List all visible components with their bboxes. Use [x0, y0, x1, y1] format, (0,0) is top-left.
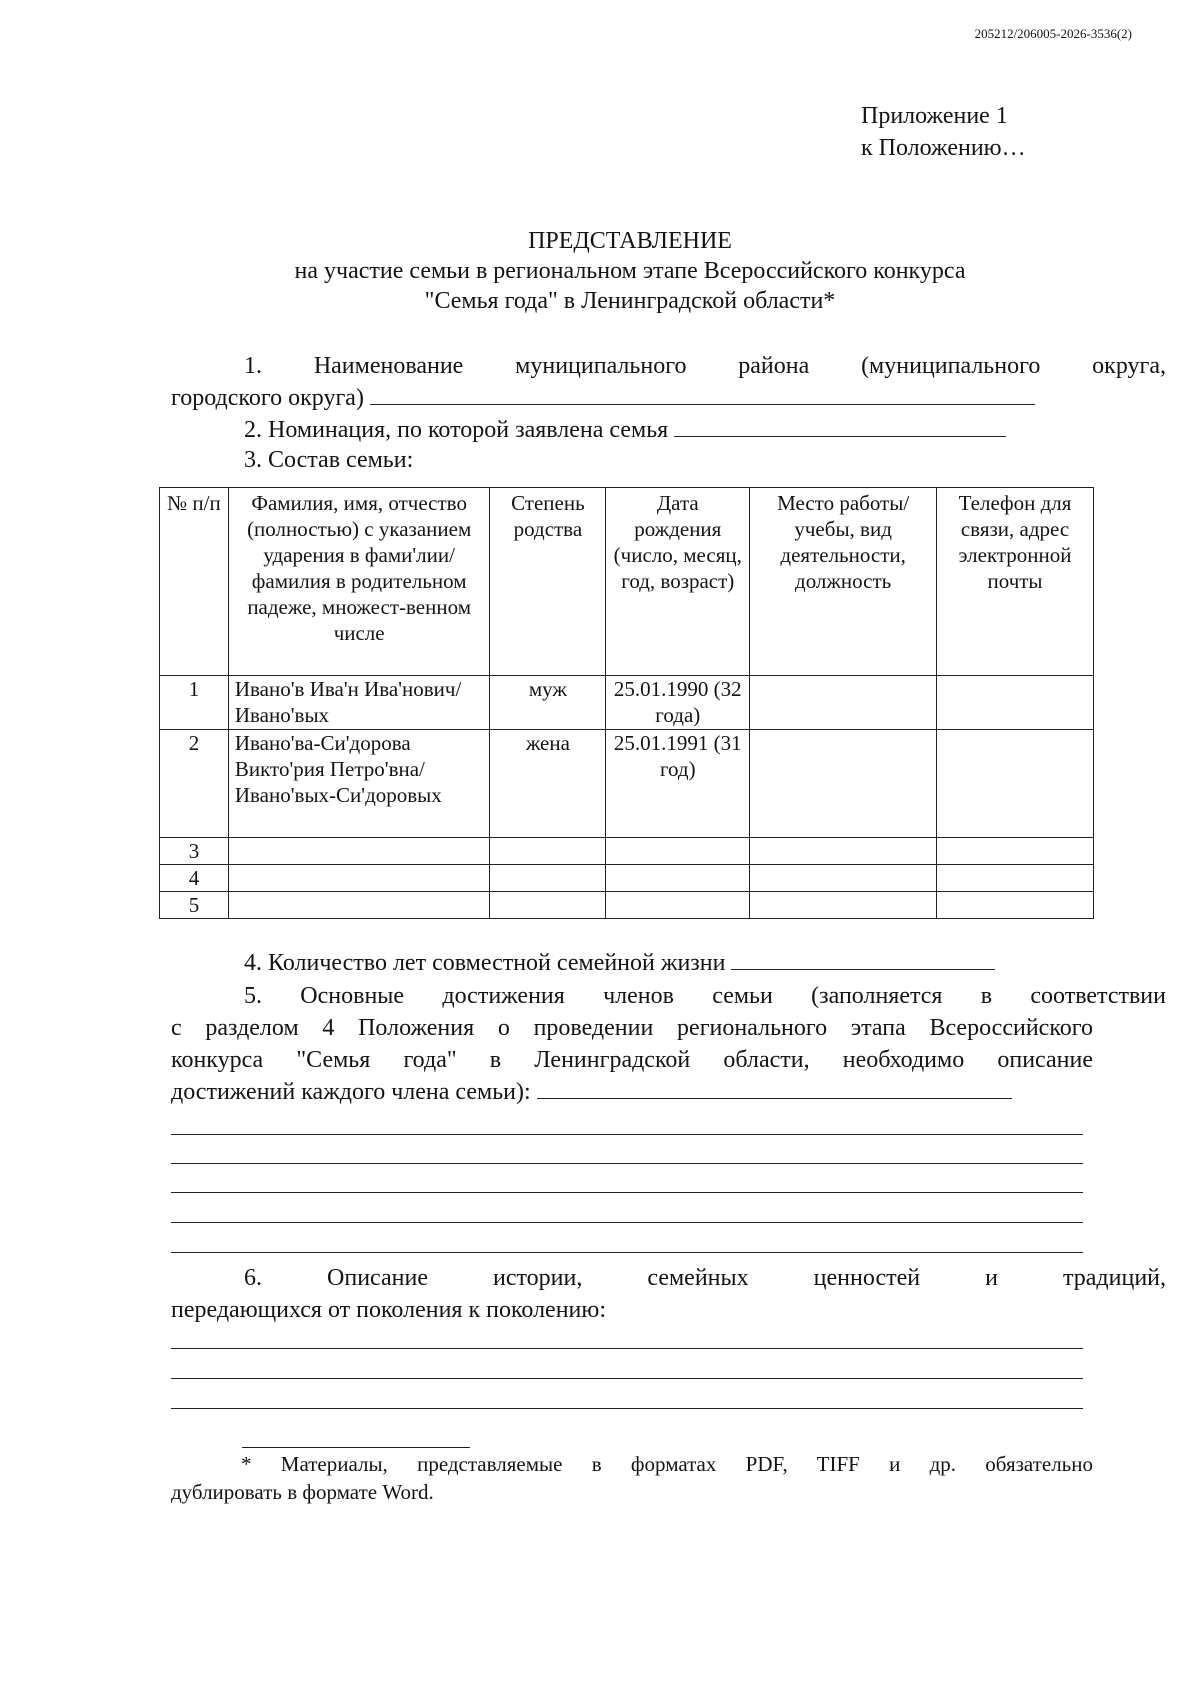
appendix-line-2: к Положению… — [861, 135, 1026, 161]
traditions-blank-line[interactable] — [171, 1408, 1083, 1409]
footnote — [171, 1450, 1093, 1506]
nomination-input-line[interactable] — [674, 418, 1006, 437]
table-row — [160, 892, 1094, 919]
table-row — [160, 838, 1094, 865]
row-work[interactable] — [750, 730, 937, 838]
row-contact[interactable] — [937, 865, 1094, 892]
table-row — [160, 676, 1094, 730]
municipality-input-line[interactable] — [370, 386, 1035, 405]
header-birth-date: Дата рождения (число, месяц, год, возраст) — [606, 488, 750, 676]
row-name[interactable]: Ивано'ва-Си'дорова Викто'рия Петро'вна/ Ивано'вых-Си'доровых — [228, 730, 490, 838]
item5-label: достижений каждого члена семьи): — [171, 1079, 531, 1105]
item1-line-1: 1. Наименование муниципального района (муниципального округа, — [244, 353, 1166, 379]
item6-line-1: 6. Описание истории, семейных ценностей и традиций, — [244, 1265, 1166, 1291]
row-relation[interactable]: жена — [490, 730, 606, 838]
item5-line-4 — [171, 1076, 1093, 1108]
header-relation: Степень родства — [490, 488, 606, 676]
item2-label: 2. Номинация, по которой заявлена семья — [244, 417, 669, 443]
row-number: 5 — [160, 892, 229, 919]
item1-line-2 — [171, 382, 1093, 414]
row-relation[interactable] — [490, 838, 606, 865]
header-number: № п/п — [160, 488, 229, 676]
table-row — [160, 865, 1094, 892]
row-birth[interactable]: 25.01.1990 (32 года) — [606, 676, 750, 730]
row-work[interactable] — [750, 838, 937, 865]
row-number: 2 — [160, 730, 229, 838]
family-composition-table — [159, 487, 1094, 919]
item4-label: 4. Количество лет совместной семейной жизни — [244, 950, 726, 976]
row-number: 4 — [160, 865, 229, 892]
row-relation[interactable]: муж — [490, 676, 606, 730]
row-work[interactable] — [750, 892, 937, 919]
row-birth[interactable] — [606, 838, 750, 865]
item5-line-1: 5. Основные достижения членов семьи (заполняется в соответствии — [244, 983, 1166, 1009]
row-birth[interactable]: 25.01.1991 (31 год) — [606, 730, 750, 838]
appendix-header — [861, 100, 1026, 164]
achievements-blank-line[interactable] — [171, 1134, 1083, 1135]
item3-label: 3. Состав семьи: — [244, 447, 414, 473]
row-birth[interactable] — [606, 892, 750, 919]
footnote-separator — [242, 1447, 470, 1448]
achievements-blank-line[interactable] — [171, 1192, 1083, 1193]
row-work[interactable] — [750, 865, 937, 892]
row-number: 3 — [160, 838, 229, 865]
row-name[interactable]: Ивано'в Ива'н Ива'нович/Ивано'вых — [228, 676, 490, 730]
row-contact[interactable] — [937, 838, 1094, 865]
item1-label: городского округа) — [171, 385, 364, 411]
row-relation[interactable] — [490, 892, 606, 919]
row-contact[interactable] — [937, 676, 1094, 730]
row-work[interactable] — [750, 676, 937, 730]
document-title — [160, 226, 1100, 316]
appendix-line-1: Приложение 1 — [861, 103, 1008, 129]
item6-line-2: передающихся от поколения к поколению: — [171, 1297, 606, 1323]
item5-line-3: конкурса "Семья года" в Ленинградской области, необходимо описание — [171, 1047, 1093, 1073]
title-line-3: "Семья года" в Ленинградской области* — [424, 288, 836, 314]
traditions-blank-line[interactable] — [171, 1378, 1083, 1379]
title-line-2: на участие семьи в региональном этапе Всероссийского конкурса — [294, 258, 966, 284]
row-name[interactable] — [228, 892, 490, 919]
table-row — [160, 730, 1094, 838]
row-relation[interactable] — [490, 865, 606, 892]
item2-line — [171, 414, 1166, 446]
title-heading: ПРЕДСТАВЛЕНИЕ — [528, 228, 732, 254]
row-name[interactable] — [228, 865, 490, 892]
document-number: 205212/206005-2026-3536(2) — [974, 26, 1132, 41]
row-name[interactable] — [228, 838, 490, 865]
row-number: 1 — [160, 676, 229, 730]
header-workplace: Место работы/ учебы, вид деятельности, должность — [750, 488, 937, 676]
footnote-line-1: * Материалы, представляемые в форматах PDF, TIFF и др. обязательно — [241, 1452, 1093, 1476]
achievements-blank-line[interactable] — [171, 1222, 1083, 1223]
item4-line — [171, 947, 1166, 979]
row-contact[interactable] — [937, 892, 1094, 919]
achievements-blank-line[interactable] — [171, 1163, 1083, 1164]
table-header-row — [160, 488, 1094, 676]
row-birth[interactable] — [606, 865, 750, 892]
achievements-input-line[interactable] — [537, 1080, 1012, 1099]
years-together-input-line[interactable] — [731, 951, 995, 970]
row-contact[interactable] — [937, 730, 1094, 838]
header-full-name: Фамилия, имя, отчество (полностью) с указанием ударения в фами'лии/фамилия в родительном падеже, множест-венном числе — [228, 488, 490, 676]
traditions-blank-line[interactable] — [171, 1348, 1083, 1349]
achievements-blank-line[interactable] — [171, 1252, 1083, 1253]
item5-line-2: с разделом 4 Положения о проведении регионального этапа Всероссийского — [171, 1015, 1093, 1041]
footnote-line-2: дублировать в формате Word. — [171, 1480, 434, 1504]
header-contacts: Телефон для связи, адрес электронной почты — [937, 488, 1094, 676]
